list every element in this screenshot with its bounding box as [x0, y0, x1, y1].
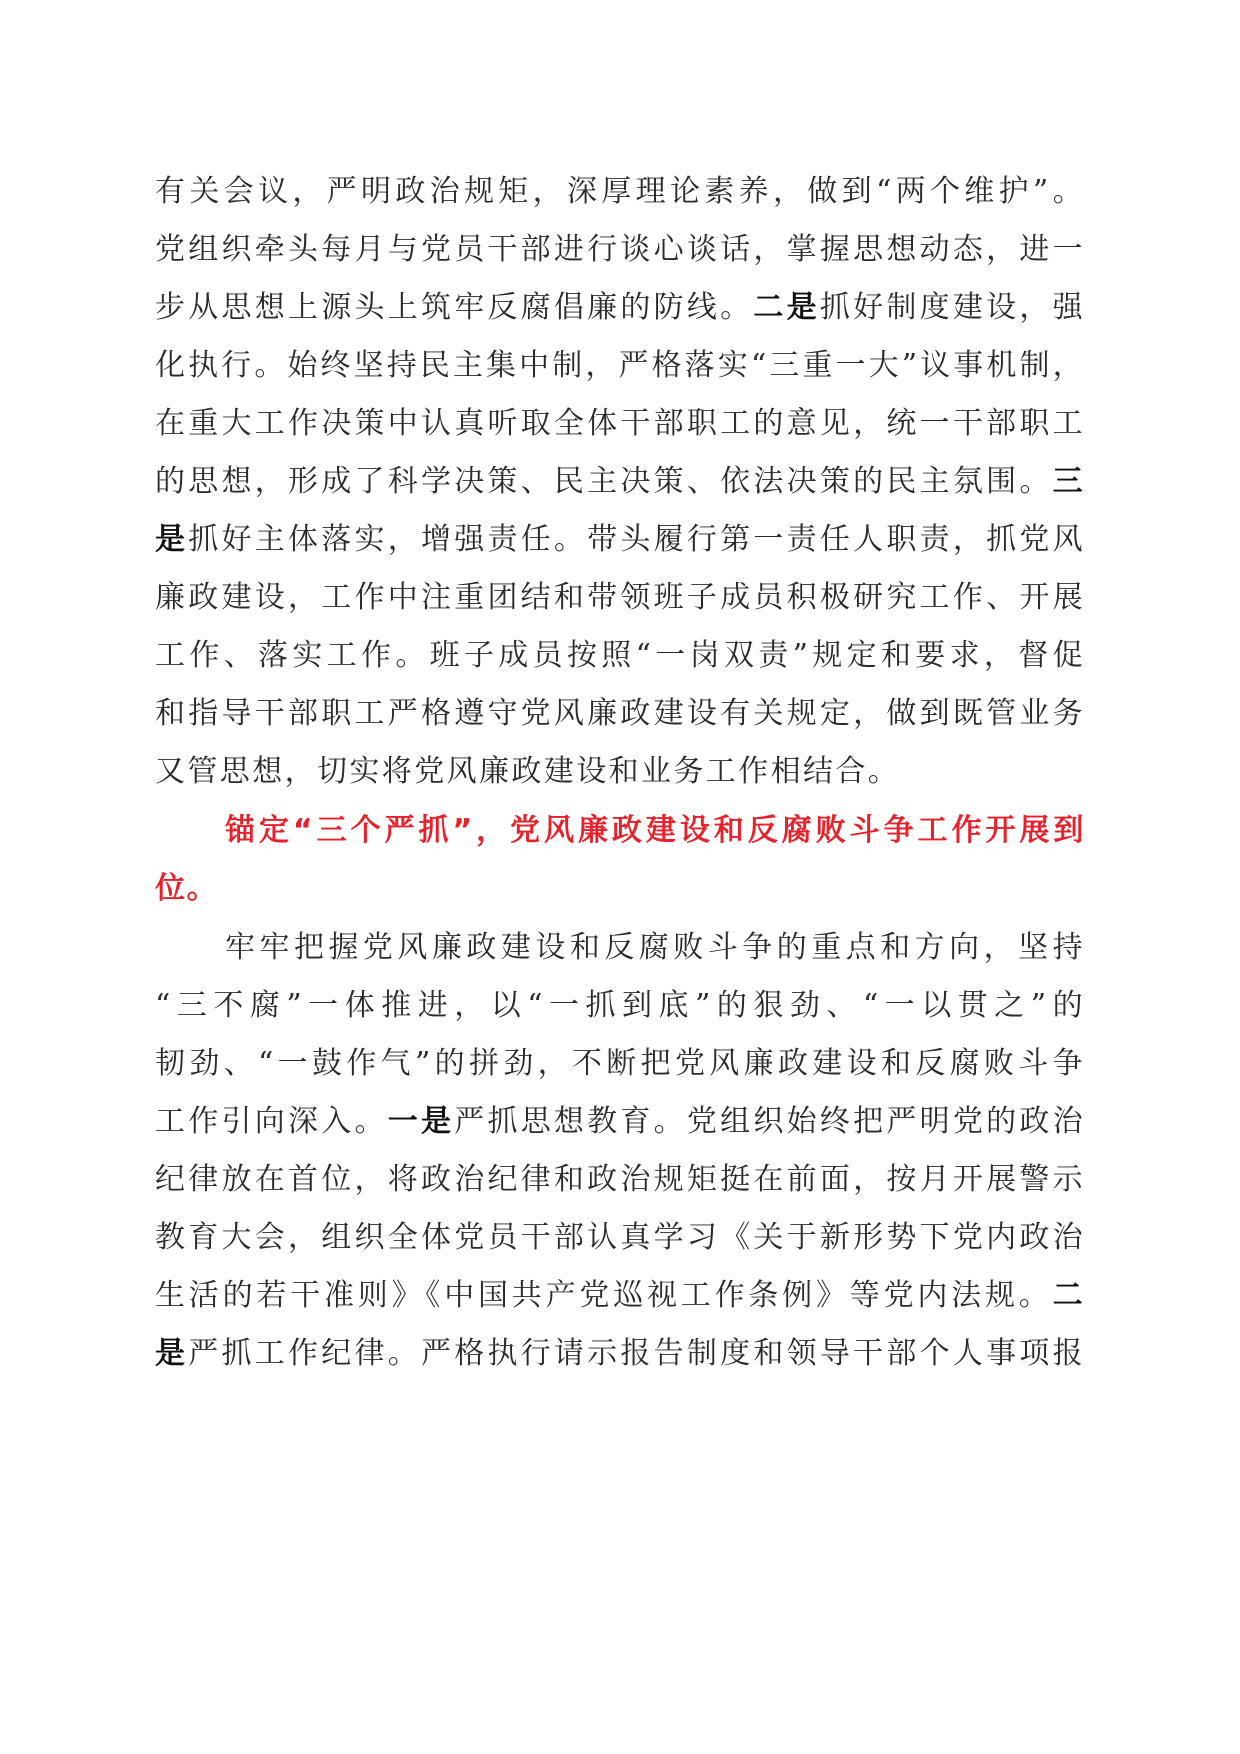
body-text: 在重大工作决策中认真听取全体干部职工的意见，统一干部职工: [155, 406, 1085, 441]
section2-line: [155, 1160, 1085, 1200]
heading-line-1: 锚定“三个严抓”，党风廉政建设和反腐败斗争工作开展到: [225, 813, 1085, 848]
section2-line: [155, 986, 1085, 1026]
section2-line: [155, 1218, 1085, 1258]
body-text: 和指导干部职工严格遵守党风廉政建设有关规定，做到既管业务: [155, 696, 1085, 731]
section2-line: [155, 1334, 1085, 1374]
bold-lead-text: 二: [1052, 1278, 1085, 1313]
section1-line: [155, 404, 1085, 444]
body-text: 严抓工作纪律。严格执行请示报告制度和领导干部个人事项报: [188, 1336, 1085, 1371]
body-text: 牢牢把握党风廉政建设和反腐败斗争的重点和方向，坚持: [225, 930, 1085, 965]
bold-lead-text: 一是: [387, 1104, 455, 1139]
body-text: 抓好制度建设，强: [819, 290, 1085, 325]
section1-line: [155, 520, 1085, 560]
body-text: 党组织牵头每月与党员干部进行谈心谈话，掌握思想动态，进一: [155, 232, 1085, 267]
bold-lead-text: 三: [1052, 464, 1085, 499]
section2-line: [225, 928, 1085, 968]
body-text: 严抓思想教育。党组织始终把严明党的政治: [454, 1104, 1085, 1139]
body-text: 有关会议，严明政治规矩，深厚理论素养，做到“两个维护”。: [155, 174, 1085, 209]
section1-line: [155, 172, 1085, 212]
body-text: 工作引向深入。: [155, 1104, 388, 1139]
body-text: 的思想，形成了科学决策、民主决策、依法决策的民主氛围。: [155, 464, 1053, 499]
section1-line: [155, 752, 1085, 792]
section1-line: [155, 694, 1085, 734]
section1-line: [155, 346, 1085, 386]
body-text: 工作、落实工作。班子成员按照“一岗双责”规定和要求，督促: [155, 638, 1085, 673]
section1-line: [155, 288, 1085, 328]
body-text: 廉政建设，工作中注重团结和带领班子成员积极研究工作、开展: [155, 580, 1085, 615]
body-text: 韧劲、“一鼓作气”的拼劲，不断把党风廉政建设和反腐败斗争: [155, 1046, 1085, 1081]
section1-line: [155, 578, 1085, 618]
body-text: 又管思想，切实将党风廉政建设和业务工作相结合。: [155, 754, 901, 789]
section2-line: [155, 1102, 1085, 1142]
section1-line: [155, 636, 1085, 676]
body-text: 教育大会，组织全体党员干部认真学习《关于新形势下党内政治: [155, 1220, 1085, 1255]
heading-line-2: 位。: [155, 871, 219, 906]
body-text: “三不腐”一体推进，以“一抓到底”的狠劲、“一以贯之”的: [155, 988, 1085, 1023]
body-text: 生活的若干准则》《中国共产党巡视工作条例》等党内法规。: [155, 1278, 1053, 1313]
bold-lead-text: 是: [155, 522, 189, 557]
section1-line: [155, 230, 1085, 270]
section2-line: [155, 1276, 1085, 1316]
body-text: 纪律放在首位，将政治纪律和政治规矩挺在前面，按月开展警示: [155, 1162, 1085, 1197]
body-text: 抓好主体落实，增强责任。带头履行第一责任人职责，抓党风: [188, 522, 1085, 557]
bold-lead-text: 二是: [753, 290, 820, 325]
body-text: 步从思想上源头上筑牢反腐倡廉的防线。: [155, 290, 754, 325]
section2-line: [155, 1044, 1085, 1084]
section1-line: [155, 462, 1085, 502]
body-text: 化执行。始终坚持民主集中制，严格落实“三重一大”议事机制，: [155, 348, 1085, 383]
bold-lead-text: 是: [155, 1336, 189, 1371]
